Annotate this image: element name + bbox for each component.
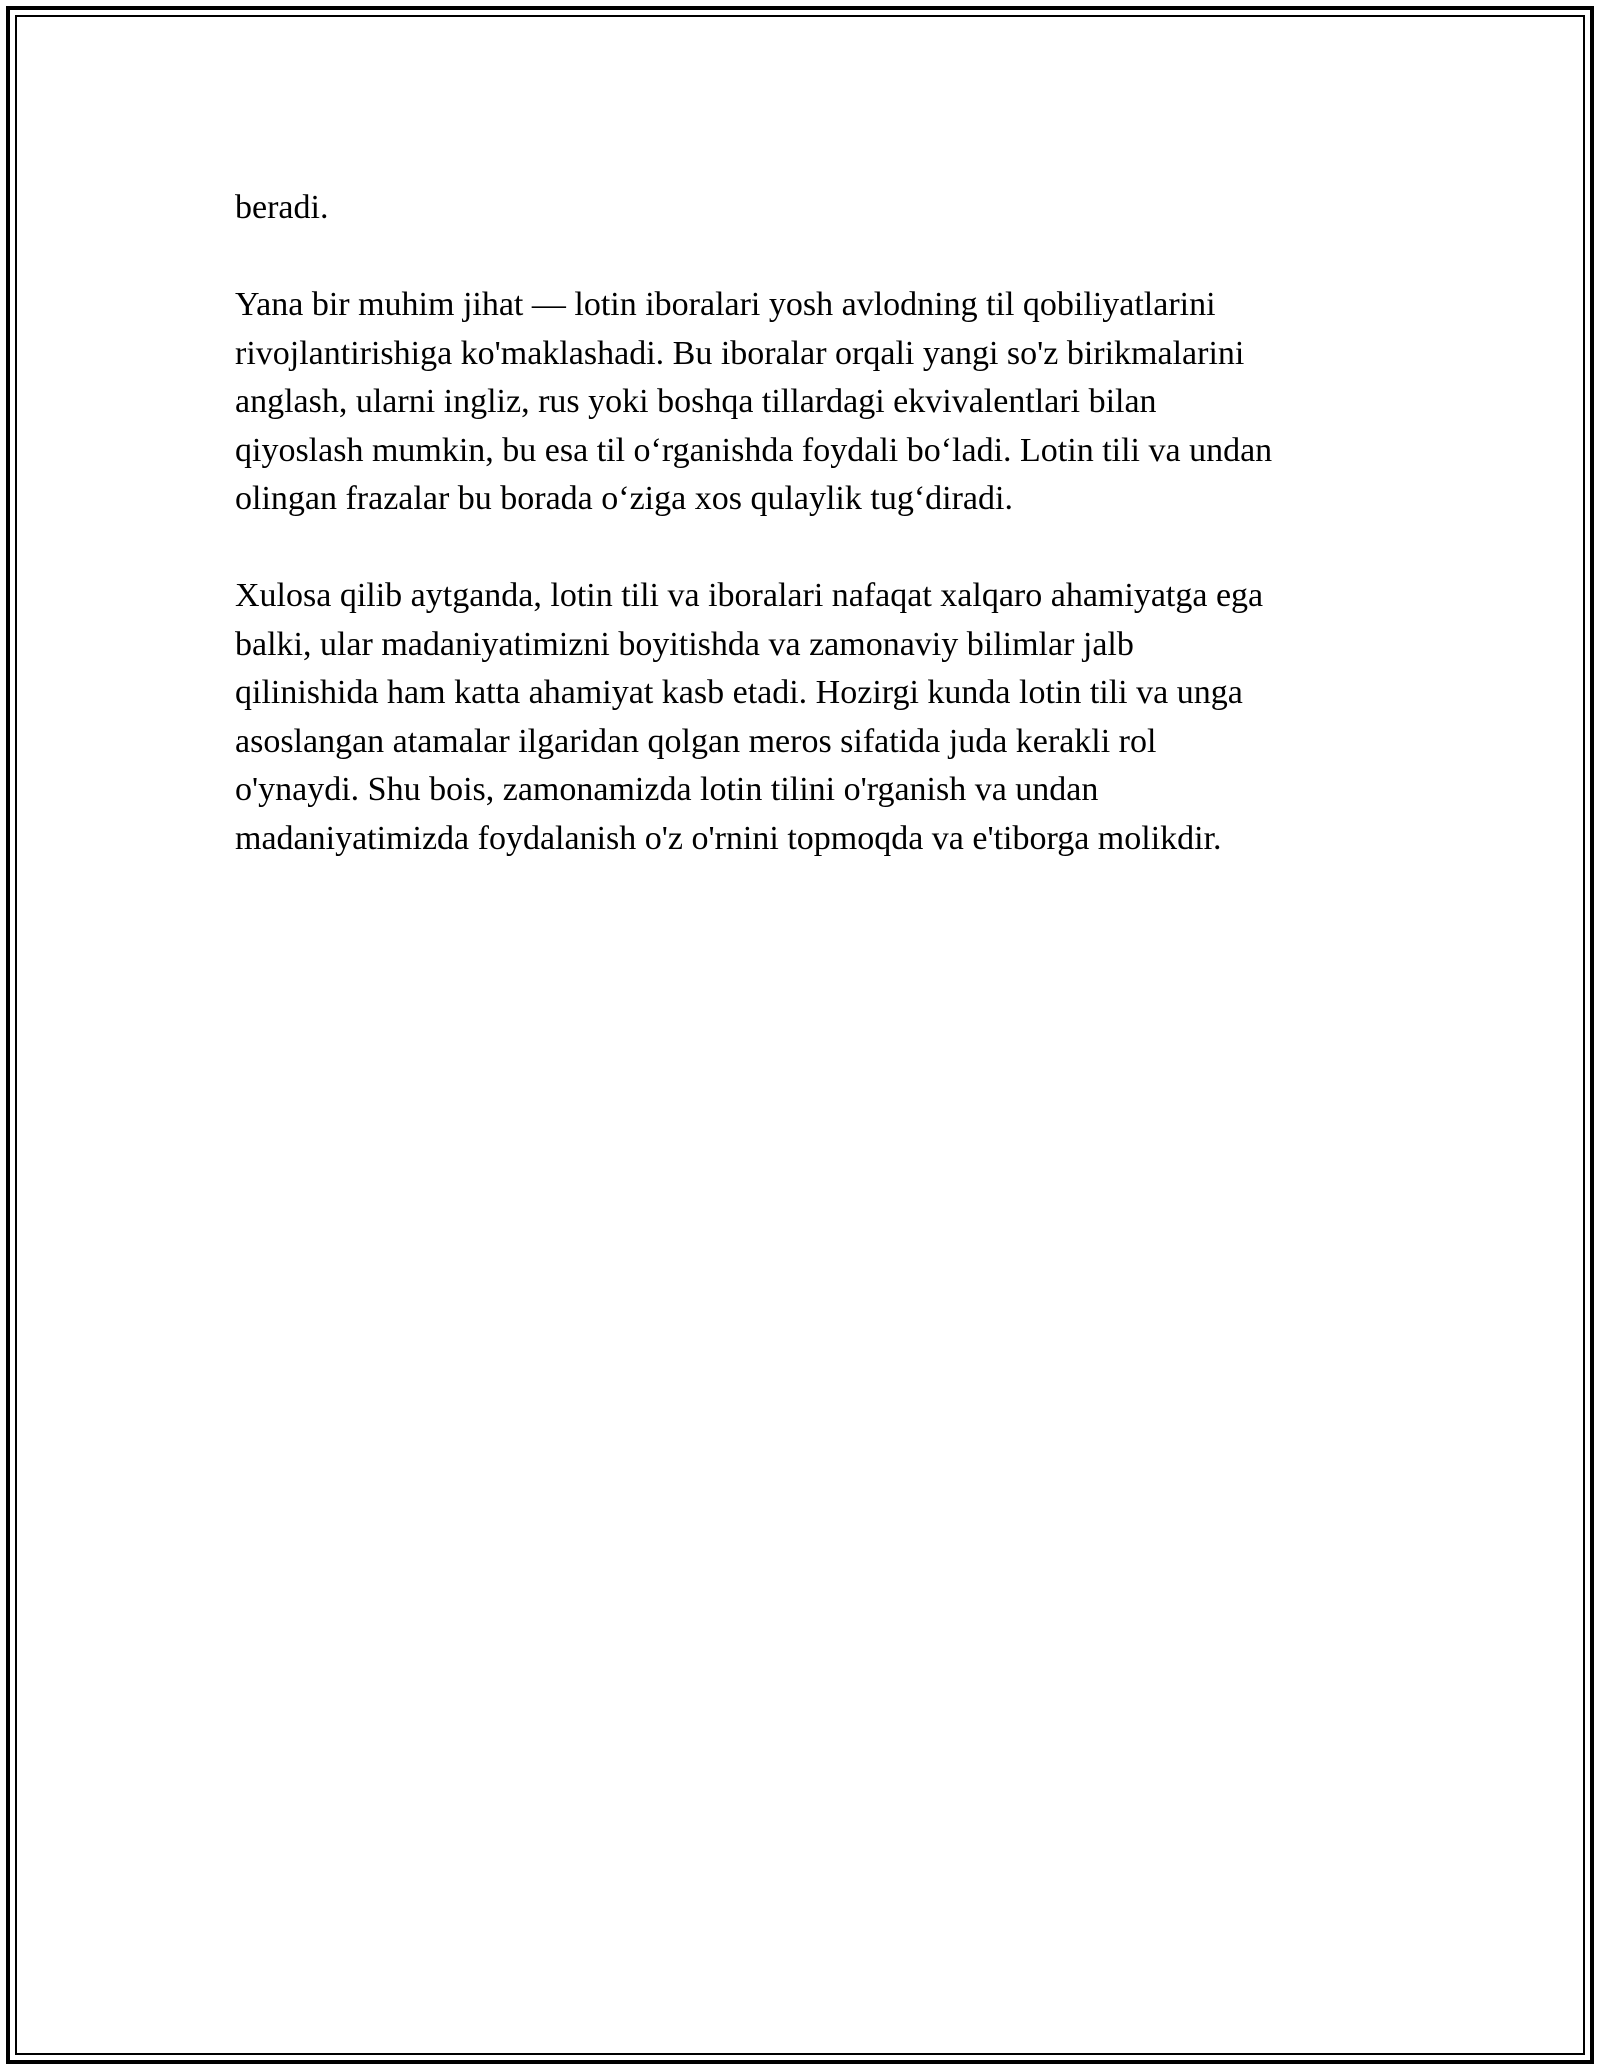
text-line: qiyoslash mumkin, bu esa til o‘rganishda foydali bo‘ladi. Lotin tili va undan bbox=[235, 431, 1273, 469]
text-line: balki, ular madaniyatimizni boyitishda va zamonaviy bilimlar jalb bbox=[235, 625, 1134, 663]
text-line: madaniyatimizda foydalanish o'z o'rnini topmoqda va e'tiborga molikdir. bbox=[235, 819, 1222, 857]
text-line: Xulosa qilib aytganda, lotin tili va iboralari nafaqat xalqaro ahamiyatga ega bbox=[235, 577, 1264, 614]
paragraph-2 bbox=[235, 281, 1395, 524]
text-line: o'ynaydi. Shu bois, zamonamizda lotin tilini o'rganish va undan bbox=[235, 771, 1099, 808]
text-line: olingan frazalar bu borada o‘ziga xos qulaylik tug‘diradi. bbox=[235, 480, 1013, 517]
paragraph-1 bbox=[235, 184, 1395, 233]
text-line: anglash, ularni ingliz, rus yoki boshqa tillardagi ekvivalentlari bilan bbox=[235, 383, 1157, 420]
text-line: beradi. bbox=[235, 189, 329, 226]
text-line: rivojlantirishiga ko'maklashadi. Bu iboralar orqali yangi so'z birikmalarini bbox=[235, 334, 1245, 372]
text-line: asoslangan atamalar ilgaridan qolgan meros sifatida juda kerakli rol bbox=[235, 722, 1157, 760]
text-line: qilinishida ham katta ahamiyat kasb etadi. Hozirgi kunda lotin tili va unga bbox=[235, 674, 1243, 711]
paragraph-3 bbox=[235, 572, 1395, 863]
text-line: Yana bir muhim jihat — lotin iboralari yosh avlodning til qobiliyatlarini bbox=[235, 286, 1216, 323]
document-body bbox=[235, 184, 1395, 912]
